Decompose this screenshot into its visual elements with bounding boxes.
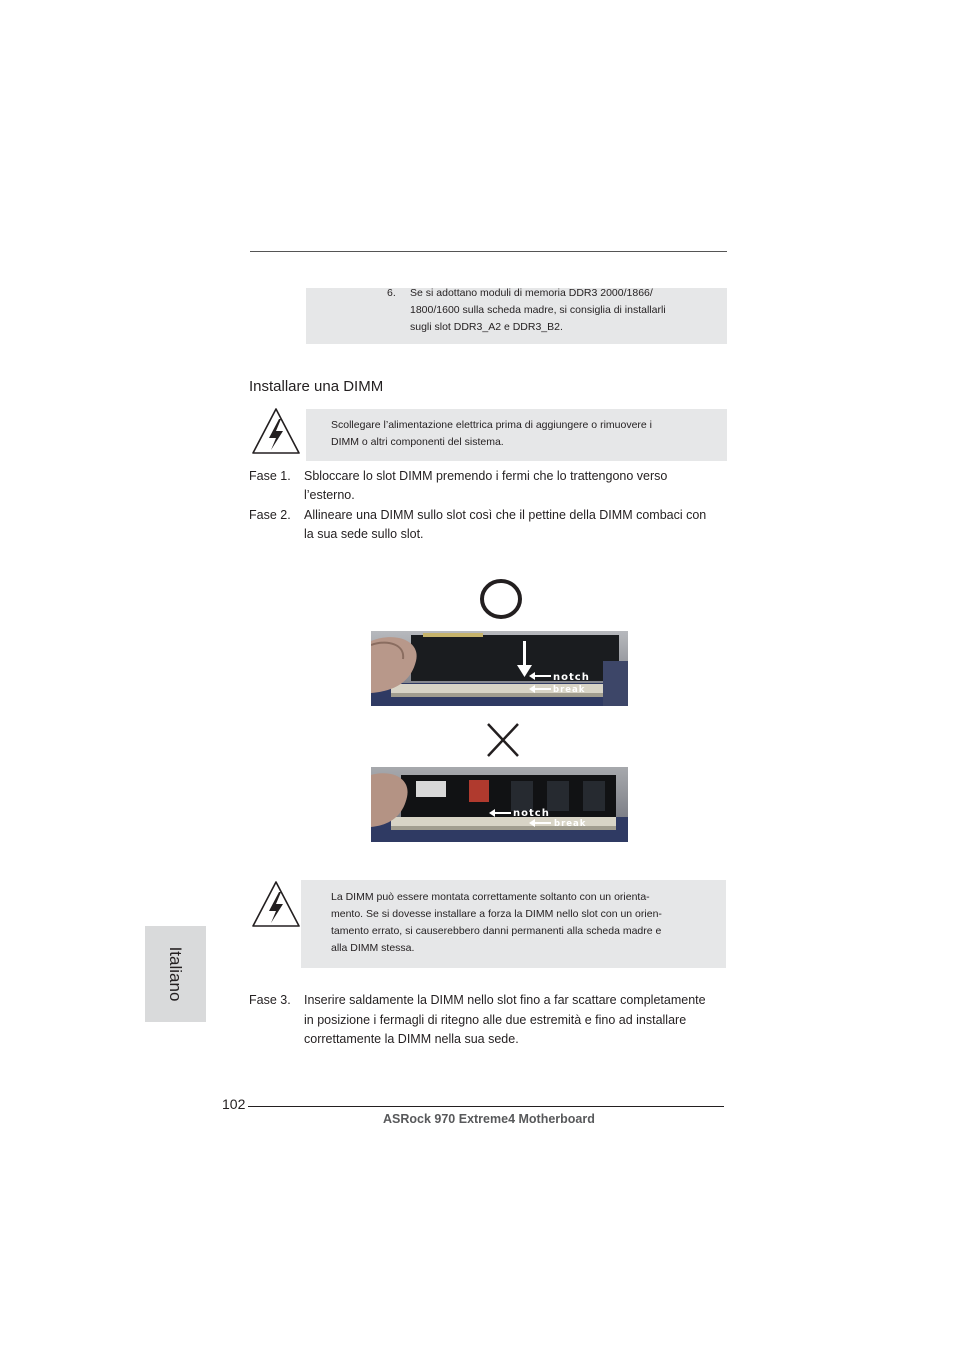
warning-line: DIMM o altri componenti del sistema. <box>331 436 504 448</box>
notch-label: notch <box>553 672 590 683</box>
step-text-line: Sbloccare lo slot DIMM premendo i fermi che lo trattengono verso <box>304 469 668 483</box>
step-text-line: la sua sede sullo slot. <box>304 527 424 541</box>
warning-line: tamento errato, si causerebbero danni permanenti alla scheda madre e <box>331 925 662 937</box>
note-number: 6. <box>387 287 396 299</box>
note-line: sugli slot DDR3_A2 e DDR3_B2. <box>410 321 563 333</box>
notch-label: notch <box>513 808 550 819</box>
warning-line: alla DIMM stessa. <box>331 942 415 954</box>
note-line: Se si adottano moduli di memoria DDR3 2000/1866/ <box>410 287 653 299</box>
language-tab-label: Italiano <box>166 946 185 1002</box>
page-number: 102 <box>222 1096 246 1112</box>
step-text-line: Allineare una DIMM sullo slot così che il pettine della DIMM combaci con <box>304 508 707 522</box>
step-label: Fase 2. <box>249 508 291 522</box>
memory-note-box <box>306 288 727 344</box>
warning-box-power <box>306 409 727 461</box>
step-text-line: in posizione i fermagli di ritegno alle due estremità e fino ad installare <box>304 1013 687 1027</box>
step-label: Fase 1. <box>249 469 291 483</box>
step-text-line: correttamente la DIMM nella sua sede. <box>304 1032 519 1046</box>
dimm-wrong-photo <box>371 767 628 842</box>
warning-icon <box>250 406 302 458</box>
footer-product: ASRock 970 Extreme4 Motherboard <box>383 1112 595 1126</box>
warning-box-orientation <box>301 880 726 968</box>
step-text-line: Inserire saldamente la DIMM nello slot fino a far scattare completamente <box>304 993 706 1007</box>
cross-icon <box>484 722 522 758</box>
break-label: break <box>553 685 586 695</box>
warning-line: La DIMM può essere montata correttamente soltanto con un orienta- <box>331 891 650 903</box>
warning-line: mento. Se si dovesse installare a forza la DIMM nello slot con un orien- <box>331 908 662 920</box>
warning-icon <box>250 879 302 931</box>
dimm-correct-photo <box>371 631 628 706</box>
circle-icon <box>478 576 524 622</box>
header-rule <box>250 251 727 252</box>
warning-line: Scollegare l’alimentazione elettrica prima di aggiungere o rimuovere i <box>331 419 652 431</box>
step-text-line: l’esterno. <box>304 488 355 502</box>
step-label: Fase 3. <box>249 993 291 1007</box>
break-label: break <box>554 819 587 829</box>
language-tab <box>145 926 206 1022</box>
section-title: Installare una DIMM <box>249 378 384 395</box>
footer-rule <box>248 1106 724 1107</box>
note-line: 1800/1600 sulla scheda madre, si consiglia di installarli <box>410 304 666 316</box>
